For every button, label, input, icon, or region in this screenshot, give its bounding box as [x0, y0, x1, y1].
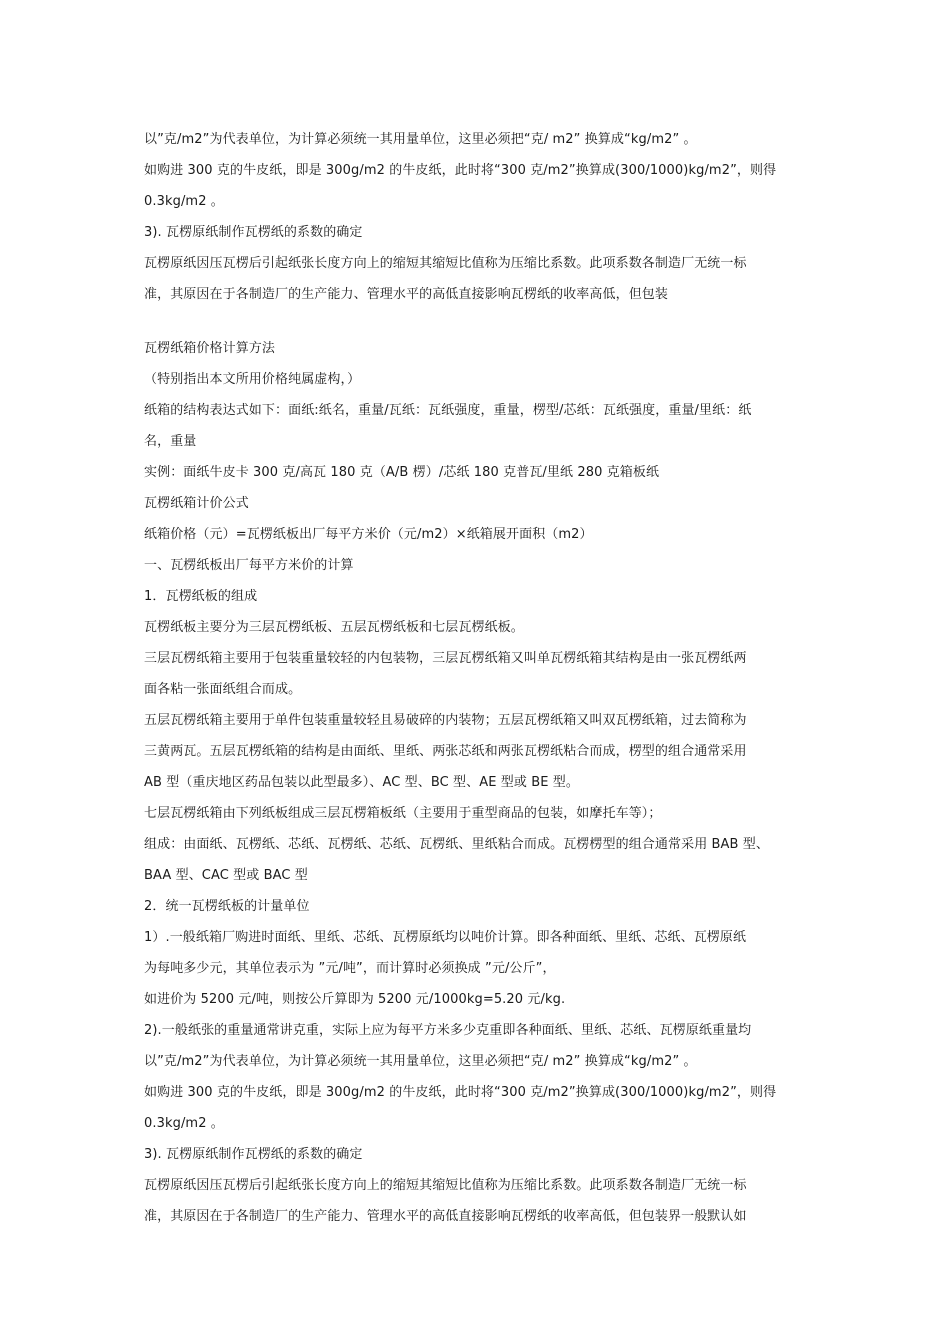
- subheading-line: 3). 瓦楞原纸制作瓦楞纸的系数的确定: [144, 1147, 363, 1162]
- disclaimer-note: （特别指出本文所用价格纯属虚构，）: [144, 372, 361, 387]
- text-line: 纸箱的结构表达式如下：面纸:纸名，重量/瓦纸：瓦纸强度，重量，楞型/芯纸：瓦纸强度，重量/里纸：纸: [144, 403, 752, 418]
- text-line: 瓦楞纸板主要分为三层瓦楞纸板、五层瓦楞纸板和七层瓦楞纸板。: [144, 620, 524, 635]
- text-column: [144, 124, 814, 1232]
- subheading-line: 1．瓦楞纸板的组成: [144, 589, 258, 604]
- text-line: 瓦楞原纸因压瓦楞后引起纸张长度方向上的缩短其缩短比值称为压缩比系数。此项系数各制造厂无统一标: [144, 1178, 747, 1193]
- main-section: [144, 333, 814, 1232]
- subheading-line: 一、瓦楞纸板出厂每平方米价的计算: [144, 558, 354, 573]
- text-line: 如购进 300 克的牛皮纸，即是 300g/m2 的牛皮纸，此时将“300 克/m2”换算成(300/1000)kg/m2”，则得: [144, 1085, 777, 1100]
- document-title: 瓦楞纸箱价格计算方法: [144, 341, 276, 356]
- fragment-section: [144, 124, 814, 310]
- text-line: 面各粘一张面纸组合而成。: [144, 682, 302, 697]
- subheading-line: 瓦楞纸箱计价公式: [144, 496, 249, 511]
- text-line: 准，其原因在于各制造厂的生产能力、管理水平的高低直接影响瓦楞纸的收率高低，但包装: [144, 287, 669, 302]
- section-gap: [144, 310, 814, 333]
- text-line: 0.3kg/m2 。: [144, 194, 224, 209]
- text-line: 准，其原因在于各制造厂的生产能力、管理水平的高低直接影响瓦楞纸的收率高低，但包装界一般默认如: [144, 1209, 747, 1224]
- text-line: 以”克/m2”为代表单位，为计算必须统一其用量单位，这里必须把“克/ m2” 换算成“kg/m2” 。: [144, 1054, 697, 1069]
- text-line: 三层瓦楞纸箱主要用于包装重量较轻的内包装物，三层瓦楞纸箱又叫单瓦楞纸箱其结构是由一张瓦楞纸两: [144, 651, 747, 666]
- text-line: 组成：由面纸、瓦楞纸、芯纸、瓦楞纸、芯纸、瓦楞纸、里纸粘合而成。瓦楞楞型的组合通常采用 BAB 型、: [144, 837, 769, 852]
- text-line: 瓦楞原纸因压瓦楞后引起纸张长度方向上的缩短其缩短比值称为压缩比系数。此项系数各制造厂无统一标: [144, 256, 747, 271]
- text-line: BAA 型、CAC 型或 BAC 型: [144, 868, 308, 883]
- subheading-line: 2．统一瓦楞纸板的计量单位: [144, 899, 310, 914]
- text-line: 五层瓦楞纸箱主要用于单件包装重量较轻且易破碎的内装物；五层瓦楞纸箱又叫双瓦楞纸箱，过去简称为: [144, 713, 747, 728]
- text-line: AB 型（重庆地区药品包装以此型最多）、AC 型、BC 型、AE 型或 BE 型。: [144, 775, 579, 790]
- text-line: 如进价为 5200 元/吨，则按公斤算即为 5200 元/1000kg=5.20 元/kg.: [144, 992, 566, 1007]
- text-line: 为每吨多少元，其单位表示为 ”元/吨”，而计算时必须换成 ”元/公斤”，: [144, 961, 556, 976]
- formula-line: 纸箱价格（元）=瓦楞纸板出厂每平方米价（元/m2）×纸箱展开面积（m2）: [144, 527, 593, 542]
- text-line: 如购进 300 克的牛皮纸，即是 300g/m2 的牛皮纸，此时将“300 克/m2”换算成(300/1000)kg/m2”，则得: [144, 163, 777, 178]
- subheading-line: 3). 瓦楞原纸制作瓦楞纸的系数的确定: [144, 225, 363, 240]
- text-line: 1）.一般纸箱厂购进时面纸、里纸、芯纸、瓦楞原纸均以吨价计算。即各种面纸、里纸、芯纸、瓦楞原纸: [144, 930, 747, 945]
- text-line: 2).一般纸张的重量通常讲克重，实际上应为每平方米多少克重即各种面纸、里纸、芯纸、瓦楞原纸重量均: [144, 1023, 752, 1038]
- text-line: 实例：面纸牛皮卡 300 克/高瓦 180 克（A/B 楞）/芯纸 180 克普瓦/里纸 280 克箱板纸: [144, 465, 660, 480]
- text-line: 以”克/m2”为代表单位，为计算必须统一其用量单位，这里必须把“克/ m2” 换算成“kg/m2” 。: [144, 132, 697, 147]
- text-line: 七层瓦楞纸箱由下列纸板组成三层瓦楞箱板纸（主要用于重型商品的包装，如摩托车等）；: [144, 806, 662, 821]
- text-line: 0.3kg/m2 。: [144, 1116, 224, 1131]
- text-line: 名，重量: [144, 434, 197, 449]
- text-line: 三黄两瓦。五层瓦楞纸箱的结构是由面纸、里纸、两张芯纸和两张瓦楞纸粘合而成，楞型的组合通常采用: [144, 744, 747, 759]
